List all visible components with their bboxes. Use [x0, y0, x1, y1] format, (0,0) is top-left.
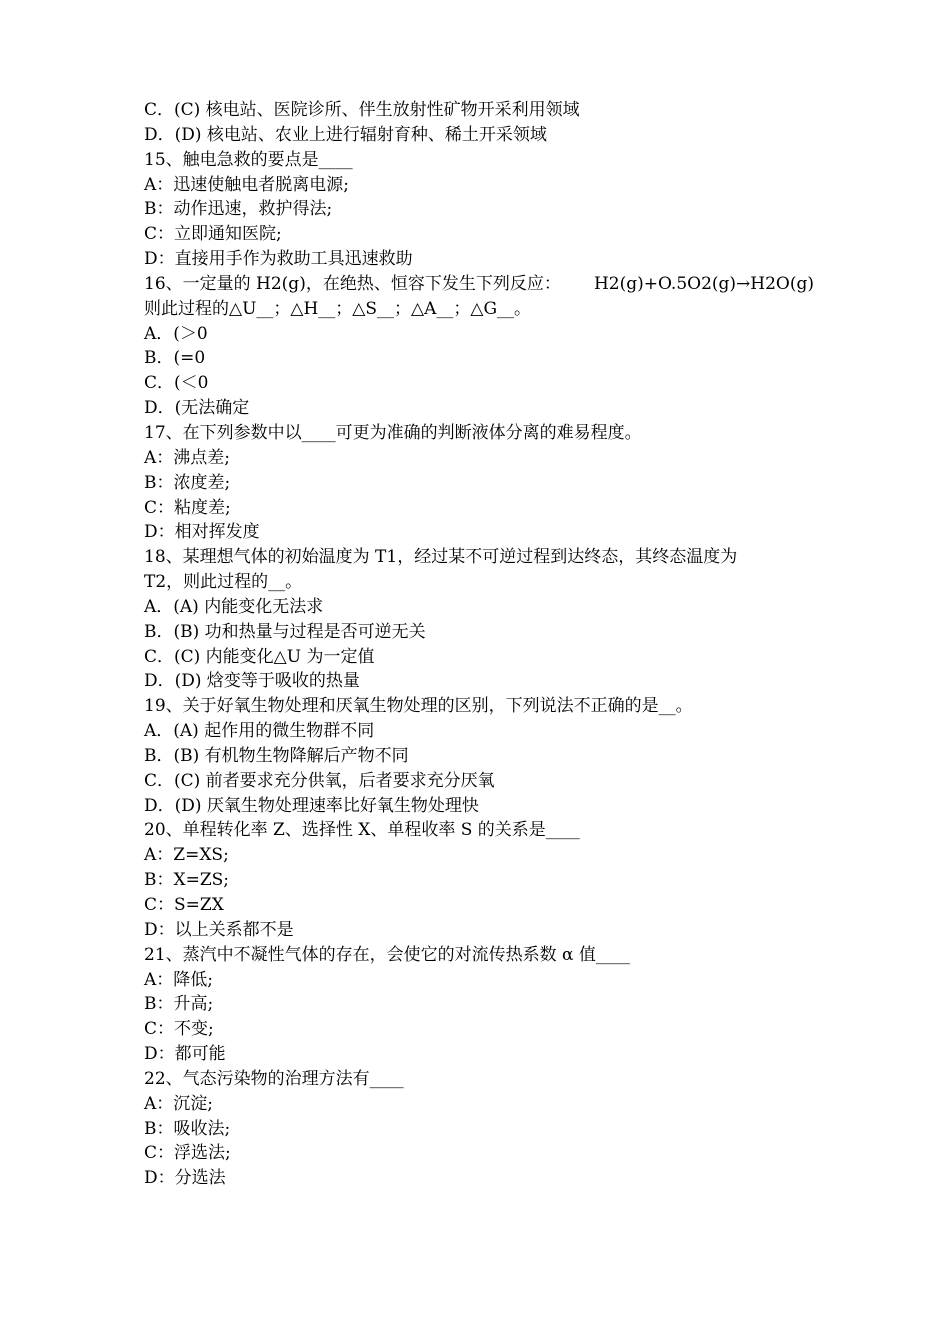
q15-option-a: A：迅速使触电者脱离电源;	[144, 174, 350, 195]
q16-option-d: D．(无法确定	[144, 398, 250, 419]
q16-reaction: H2(g)+O.5O2(g)→H2O(g)	[593, 273, 814, 294]
q19-stem: 19、关于好氧生物处理和厌氧生物处理的区别，下列说法不正确的是__。	[144, 696, 693, 717]
q20-option-a: A：Z=XS;	[144, 845, 229, 866]
q19-option-b: B．(B) 有机物生物降解后产物不同	[144, 745, 409, 766]
document-page	[144, 98, 814, 1191]
q22-stem: 22、气态污染物的治理方法有____	[144, 1068, 404, 1089]
q19-option-c: C．(C) 前者要求充分供氧，后者要求充分厌氧	[144, 770, 495, 791]
q18-option-b: B．(B) 功和热量与过程是否可逆无关	[144, 621, 426, 642]
q17-option-a: A：沸点差;	[144, 447, 231, 468]
q20-option-d: D：以上关系都不是	[144, 919, 294, 940]
q16-stem-continued: 则此过程的△U__；△H__；△S__；△A__；△G__。	[144, 298, 532, 319]
q17-option-c: C：粘度差;	[144, 497, 231, 518]
q20-option-c: C：S=ZX	[144, 895, 224, 915]
q17-option-d: D：相对挥发度	[144, 522, 260, 543]
q16-option-a: A．(＞0	[144, 323, 208, 344]
q21-option-a: A：降低;	[144, 969, 214, 990]
q20-option-b: B：X=ZS;	[144, 870, 230, 891]
q21-option-d: D：都可能	[144, 1044, 226, 1065]
q18-option-d: D．(D) 焓变等于吸收的热量	[144, 671, 360, 692]
q14-option-c: C．(C) 核电站、医院诊所、伴生放射性矿物开采利用领域	[144, 100, 580, 120]
q15-option-d: D：直接用手作为救助工具迅速救助	[144, 249, 413, 270]
q17-stem: 17、在下列参数中以____可更为准确的判断液体分离的难易程度。	[144, 422, 642, 443]
q18-stem-continued: T2，则此过程的__。	[144, 572, 303, 593]
q15-option-b: B：动作迅速，救护得法;	[144, 199, 333, 220]
q15-stem: 15、触电急救的要点是____	[144, 149, 353, 170]
q22-option-c: C：浮选法;	[144, 1143, 231, 1164]
q16-option-c: C．(＜0	[144, 373, 209, 394]
q16-stem	[144, 272, 814, 297]
q21-option-b: B：升高;	[144, 994, 214, 1015]
q22-option-d: D：分选法	[144, 1168, 226, 1189]
q19-option-d: D．(D) 厌氧生物处理速率比好氧生物处理快	[144, 795, 479, 816]
q17-option-b: B：浓度差;	[144, 472, 231, 493]
q18-stem: 18、某理想气体的初始温度为 T1，经过某不可逆过程到达终态，其终态温度为	[144, 547, 738, 568]
q18-option-a: A．(A) 内能变化无法求	[144, 596, 324, 617]
q22-option-a: A：沉淀;	[144, 1093, 214, 1114]
q16-stem-text: 16、一定量的 H2(g)，在绝热、恒容下发生下列反应：	[144, 273, 561, 294]
q14-option-d: D．(D) 核电站、农业上进行辐射育种、稀土开采领域	[144, 124, 547, 145]
q16-option-b: B．(=0	[144, 348, 206, 369]
q21-stem: 21、蒸汽中不凝性气体的存在，会使它的对流传热系数 α 值____	[144, 944, 630, 965]
q20-stem: 20、单程转化率 Z、选择性 X、单程收率 S 的关系是____	[144, 820, 580, 841]
q15-option-c: C：立即通知医院;	[144, 224, 282, 245]
q22-option-b: B：吸收法;	[144, 1118, 231, 1139]
q21-option-c: C：不变;	[144, 1019, 214, 1040]
q18-option-c: C．(C) 内能变化△U 为一定值	[144, 646, 375, 667]
q19-option-a: A．(A) 起作用的微生物群不同	[144, 721, 375, 742]
